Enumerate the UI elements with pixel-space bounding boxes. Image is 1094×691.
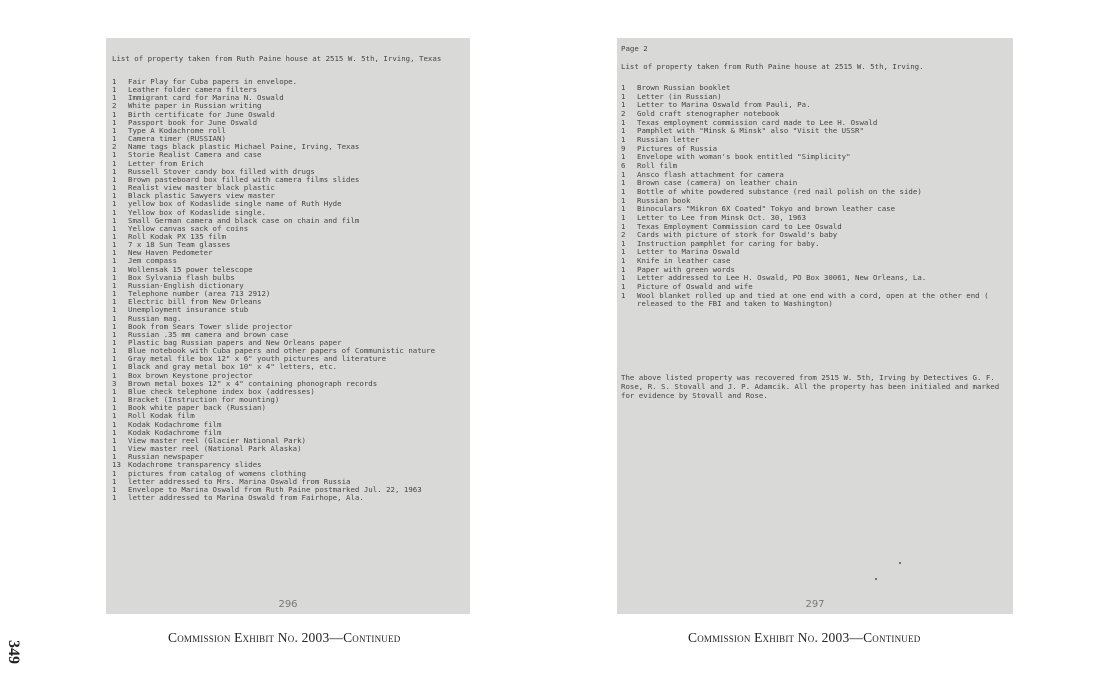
item-quantity: 1 [112,183,117,193]
item-description: Brown case (camera) on leather chain [637,179,798,188]
list-item [112,184,464,192]
item-quantity: 2 [621,230,626,240]
item-quantity: 1 [112,280,117,290]
item-quantity: 1 [112,370,117,380]
item-quantity: 1 [112,386,117,396]
left-property-list [112,78,464,502]
list-item [112,404,464,412]
item-description: 7 x 18 Sun Team glasses [128,241,231,250]
item-quantity: 1 [621,212,626,222]
list-item [112,388,464,396]
item-quantity: 1 [621,195,626,205]
list-item [112,323,464,331]
item-description: Wollensak 15 power telescope [128,265,253,274]
item-description: Envelope with woman's book entitled "Simplicity" [637,153,851,162]
list-item [112,372,464,380]
item-quantity: 1 [112,207,117,217]
item-description: Brown Russian booklet [637,84,731,92]
item-quantity: 1 [112,346,117,356]
item-quantity: 2 [112,101,117,111]
item-description: Pictures of Russia [637,144,718,153]
item-description: Birth certificate for June Oswald [128,110,275,119]
list-item [112,412,464,420]
item-description: Small German camera and black case on chain and film [128,216,360,225]
item-description: Leather folder camera filters [128,86,258,95]
list-item [621,240,1009,249]
right-document-page [617,38,1013,614]
item-quantity: 1 [112,93,117,103]
item-quantity: 1 [621,91,626,101]
item-description: Book from Sears Tower slide projector [128,322,293,331]
list-item [112,266,464,274]
list-item [112,331,464,339]
item-description: Letter addressed to Lee H. Oswald, PO Box 30061, New Orleans, La. [637,274,927,283]
item-description: Yellow box of Kodaslide single. [128,208,266,217]
list-item [621,84,1009,93]
list-item [112,257,464,265]
right-page-header: List of property taken from Ruth Paine house at 2515 W. 5th, Irving. [621,62,924,71]
item-quantity: 3 [112,378,117,388]
list-item [621,136,1009,145]
item-quantity: 1 [112,395,117,405]
left-page-header: List of property taken from Ruth Paine house at 2515 W. 5th, Irving, Texas [112,54,442,63]
item-quantity: 1 [621,152,626,162]
list-item [112,315,464,323]
item-quantity: 2 [112,142,117,152]
list-item [112,461,464,469]
item-description: Russian book [637,196,691,205]
item-description: White paper in Russian writing [128,102,262,111]
item-description: Fair Play for Cuba papers in envelope. [128,78,298,86]
list-item [112,94,464,102]
item-quantity: 1 [621,204,626,214]
item-quantity: 1 [112,166,117,176]
item-quantity: 1 [112,444,117,454]
item-description: Wool blanket rolled up and tied at one end with a cord, open at the other end ( released to the FBI and taken to Washington) [637,291,989,309]
list-item [112,429,464,437]
item-quantity: 1 [112,305,117,315]
list-item [112,119,464,127]
item-description: Plastic bag Russian papers and New Orleans paper [128,339,342,347]
list-item [112,355,464,363]
list-item [621,197,1009,206]
item-quantity: 1 [112,313,117,323]
list-item [621,179,1009,188]
item-quantity: 1 [621,247,626,257]
item-description: Bracket (Instruction for mounting) [128,396,280,405]
item-description: Jem compass [128,257,177,266]
item-quantity: 1 [112,134,117,144]
left-exhibit-caption: Commission Exhibit No. 2003—Continued [168,630,401,645]
item-description: Binoculars "Mikron 6X Coated" Tokyo and brown leather case [637,205,896,214]
list-item [112,478,464,486]
right-exhibit-caption: Commission Exhibit No. 2003—Continued [688,630,921,645]
item-description: Cards with picture of stork for Oswald's baby [637,231,838,240]
item-description: Camera timer (RUSSIAN) [128,135,226,144]
scan-speck [875,578,877,580]
item-quantity: 1 [112,223,117,233]
item-description: Brown metal boxes 12" x 4" containing phonograph records [128,379,378,388]
item-quantity: 1 [112,476,117,486]
item-description: Kodak Kodachrome film [128,428,222,437]
item-quantity: 1 [112,109,117,119]
list-item [621,145,1009,154]
item-quantity: 1 [621,100,626,110]
item-description: Russian .35 mm camera and brown case [128,330,289,339]
list-item [112,298,464,306]
list-item [112,168,464,176]
list-item [112,494,464,502]
item-quantity: 1 [112,338,117,347]
item-quantity: 1 [112,215,117,225]
list-item [621,283,1009,292]
item-description: Russian mag. [128,314,182,323]
item-quantity: 1 [112,411,117,421]
item-description: pictures from catalog of womens clothing [128,469,306,478]
item-quantity: 1 [112,85,117,95]
item-description: Telephone number (area 713 2912) [128,290,271,299]
item-description: Russell Stover candy box filled with drugs [128,167,315,176]
list-item [112,445,464,453]
item-quantity: 1 [112,419,117,429]
list-item [621,248,1009,257]
item-quantity: 1 [112,191,117,201]
item-description: Texas Employment Commission card to Lee Oswald [637,222,842,231]
list-item [621,110,1009,119]
item-description: Name tags black plastic Michael Paine, Irving, Texas [128,143,360,152]
item-quantity: 1 [112,231,117,241]
list-item [112,290,464,298]
item-description: Ansco flash attachment for camera [637,170,784,179]
item-description: Gray metal file box 12" x 6" youth pictures and literature [128,355,387,364]
item-description: Gold craft stenographer notebook [637,109,780,118]
list-item [621,274,1009,283]
list-item [621,223,1009,232]
item-description: Yellow canvas sack of coins [128,224,249,233]
item-description: Russian newspaper [128,453,204,462]
item-description: Realist view master black plastic [128,184,275,193]
list-item [112,176,464,184]
item-quantity: 1 [112,158,117,168]
item-quantity: 1 [621,186,626,196]
item-quantity: 1 [112,362,117,372]
item-quantity: 1 [112,452,117,462]
item-quantity: 1 [621,282,626,292]
item-quantity: 1 [112,321,117,331]
item-description: Box Sylvania flash bulbs [128,273,235,282]
item-quantity: 1 [112,264,117,274]
item-quantity: 1 [621,238,626,248]
list-item [112,347,464,355]
item-description: Paper with green words [637,265,735,274]
list-item [112,160,464,168]
item-quantity: 1 [112,174,117,184]
item-quantity: 1 [112,117,117,127]
item-description: Black and gray metal box 10" x 4" letters, etc. [128,363,338,372]
item-quantity: 1 [112,435,117,445]
list-item [621,162,1009,171]
item-description: Letter to Lee from Minsk Oct. 30, 1963 [637,213,807,222]
item-description: Letter to Marina Oswald from Pauli, Pa. [637,101,811,110]
list-item [112,396,464,404]
list-item [112,86,464,94]
item-quantity: 1 [112,492,117,502]
left-page-number: 296 [278,599,298,610]
item-description: Book white paper back (Russian) [128,404,266,413]
item-description: Roll film [637,161,678,170]
item-quantity: 1 [112,125,117,135]
list-item [112,151,464,159]
item-description: Russian letter [637,135,700,144]
item-description: Envelope to Marina Oswald from Ruth Paine postmarked Jul. 22, 1963 [128,485,422,494]
left-document-page [106,38,470,614]
list-item [621,205,1009,214]
item-description: View master reel (Glacier National Park) [128,436,306,445]
item-quantity: 1 [621,126,626,136]
item-description: Blue check telephone index box (addresses) [128,387,315,396]
item-description: Box brown Keystone projector [128,371,253,380]
list-item [112,225,464,233]
list-item [112,470,464,478]
item-quantity: 1 [621,256,626,266]
list-item [112,102,464,110]
list-item [621,171,1009,180]
item-quantity: 1 [621,169,626,179]
list-item [621,214,1009,223]
list-item [112,282,464,290]
item-description: Kodak Kodachrome film [128,420,222,429]
list-item [112,249,464,257]
item-quantity: 1 [112,256,117,266]
item-description: Texas employment commission card made to Lee H. Oswald [637,118,878,127]
list-item [112,421,464,429]
item-description: Brown pasteboard box filled with camera films slides [128,175,360,184]
item-description: letter addressed to Marina Oswald from Fairhope, Ala. [128,493,364,502]
list-item [112,135,464,143]
item-quantity: 2 [621,108,626,118]
list-item [112,437,464,445]
list-item [112,380,464,388]
item-description: yellow box of Kodaslide single name of Ruth Hyde [128,200,342,209]
item-quantity: 13 [112,460,121,470]
list-item [112,143,464,151]
item-description: Kodachrome transparency slides [128,461,262,470]
item-quantity: 1 [112,297,117,307]
item-description: Unemployment insurance stub [128,306,249,315]
right-property-list [621,84,1009,309]
list-item [112,200,464,208]
item-description: Roll Kodak PX 135 film [128,232,226,241]
list-item [112,233,464,241]
list-item [621,266,1009,275]
item-quantity: 1 [112,272,117,282]
item-quantity: 1 [112,199,117,209]
item-description: Storie Realist Camera and case [128,151,262,160]
item-quantity: 6 [621,160,626,170]
book-page-number: 349 [5,640,22,664]
item-quantity: 1 [621,264,626,274]
right-page-number: 297 [805,599,825,610]
list-item [112,339,464,347]
list-item [621,188,1009,197]
item-description: Letter to Marina Oswald [637,248,740,257]
item-description: letter addressed to Mrs. Marina Oswald from Russia [128,477,351,486]
item-description: Letter from Erich [128,159,204,168]
scan-speck [899,562,901,564]
item-description: Electric bill from New Orleans [128,298,262,307]
item-description: Letter (in Russian) [637,92,722,101]
list-item [621,153,1009,162]
list-item [621,127,1009,136]
list-item [112,111,464,119]
item-quantity: 1 [621,117,626,127]
list-item [621,292,1009,309]
list-item [621,101,1009,110]
list-item [112,192,464,200]
list-item [112,453,464,461]
item-description: Immigrant card for Marina N. Oswald [128,94,284,103]
list-item [112,78,464,86]
item-description: Russian-English dictionary [128,281,244,290]
item-description: Picture of Oswald and wife [637,283,753,292]
list-item [112,209,464,217]
item-quantity: 1 [112,403,117,413]
list-item [112,241,464,249]
item-quantity: 1 [112,354,117,364]
item-quantity: 1 [112,484,117,494]
list-item [112,127,464,135]
item-description: New Haven Pedometer [128,249,213,258]
item-quantity: 1 [621,221,626,231]
list-item [112,217,464,225]
item-quantity: 1 [112,240,117,250]
item-quantity: 1 [621,83,626,92]
item-description: Type A Kodachrome roll [128,126,226,135]
item-description: Bottle of white powdered substance (red nail polish on the side) [637,187,922,196]
item-quantity: 1 [112,248,117,258]
item-quantity: 1 [621,178,626,188]
item-quantity: 1 [112,329,117,339]
item-quantity: 1 [112,150,117,160]
item-description: Blue notebook with Cuba papers and other papers of Communistic nature [128,347,436,356]
item-description: Pamphlet with "Minsk & Minsk" also "Visit the USSR" [637,127,864,136]
closing-statement: The above listed property was recovered from 2515 W. 5th, Irving by Detectives G. F. Rose, R. S. Stovall and J. P. Adamcik. All the property has been initialed and marked for evidence by Stovall and Rose. [621,373,1000,401]
item-quantity: 1 [621,290,626,300]
item-description: Black plastic Sawyers view master [128,192,275,201]
item-quantity: 1 [112,77,117,86]
item-quantity: 9 [621,143,626,153]
item-quantity: 1 [112,289,117,299]
list-item [621,93,1009,102]
list-item [112,486,464,494]
item-quantity: 1 [621,273,626,283]
item-quantity: 1 [112,468,117,478]
list-item [621,231,1009,240]
item-description: View master reel (National Park Alaska) [128,445,302,454]
item-quantity: 1 [621,134,626,144]
list-item [112,306,464,314]
item-quantity: 1 [112,427,117,437]
item-description: Roll Kodak film [128,412,195,421]
item-description: Passport book for June Oswald [128,118,258,127]
item-description: Knife in leather case [637,257,731,266]
list-item [112,363,464,371]
item-description: Instruction pamphlet for caring for baby. [637,239,820,248]
list-item [621,119,1009,128]
list-item [621,257,1009,266]
right-page-label: Page 2 [621,44,648,53]
list-item [112,274,464,282]
